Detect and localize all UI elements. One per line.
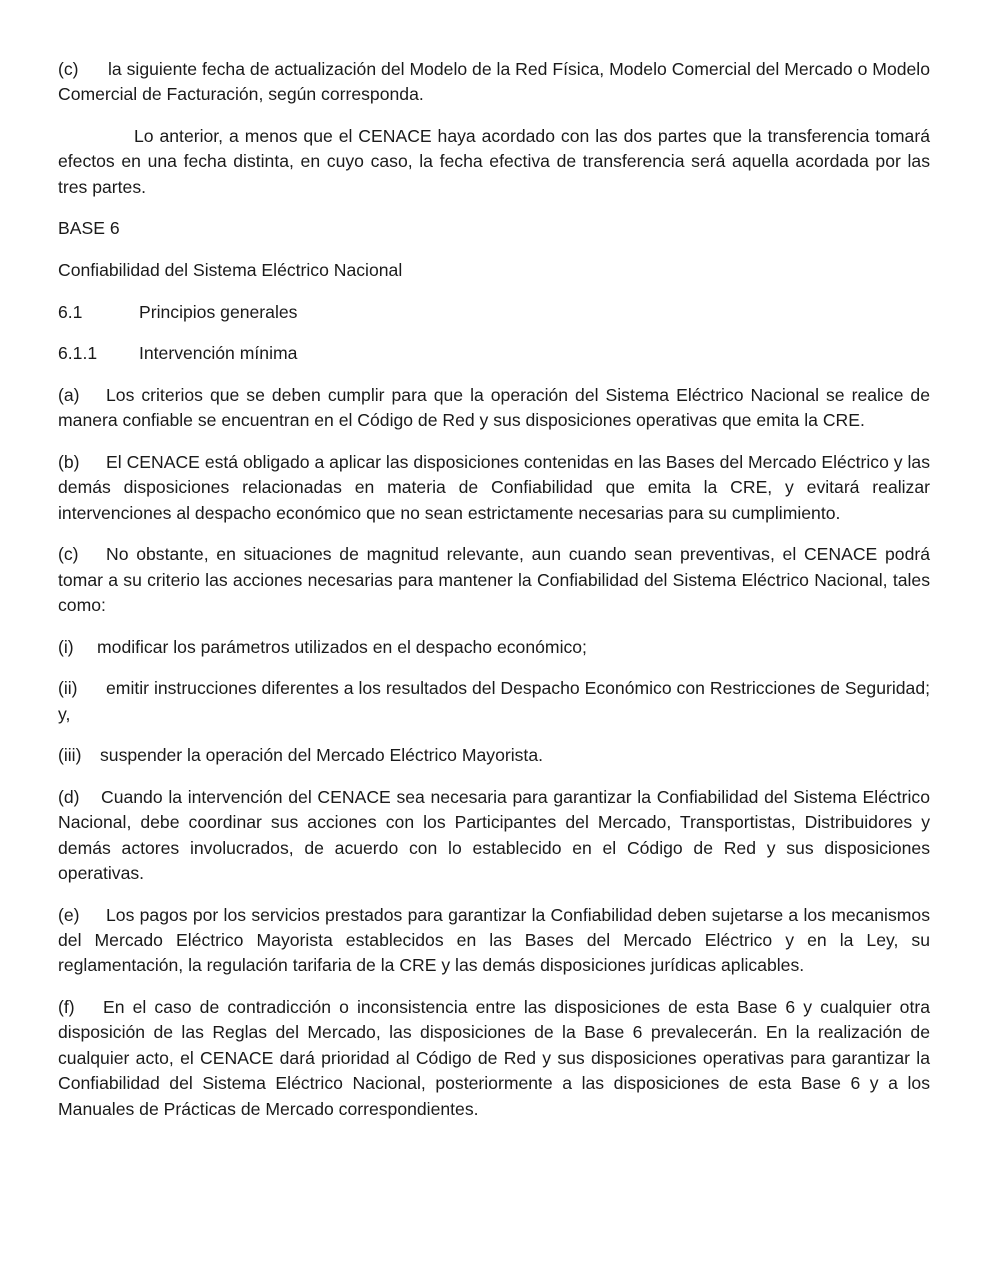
item-text: El CENACE está obligado a aplicar las disposiciones contenidas en las Bases del Mercado Eléctrico y las demás disposiciones relacionadas en materia de Confiabilidad que emita la CRE, y evitará realizar intervenciones al despacho económico que no sean estrictamente necesarias para su cumplimiento. <box>58 451 930 523</box>
item-label: (b) <box>58 451 80 472</box>
section-title: Principios generales <box>139 301 298 322</box>
section-title: Intervención mínima <box>139 343 298 364</box>
item-text: suspender la operación del Mercado Eléctrico Mayorista. <box>100 745 543 766</box>
item-text: Los pagos por los servicios prestados para garantizar la Confiabilidad deben sujetarse a los mecanismos del Mercado Eléctrico Mayorista establecidos en las Bases del Mercado Eléctrico y en la Ley, su reglamentación, la regulación tarifaria de la CRE y las demás disposiciones jurídicas aplicables. <box>58 904 930 976</box>
item-text: emitir instrucciones diferentes a los resultados del Despacho Económico con Restricciones de Seguridad; y, <box>58 678 930 724</box>
section-number: 6.1 <box>58 301 83 322</box>
item-label: (iii) <box>58 745 82 766</box>
paragraph-iii <box>58 743 930 768</box>
item-label: (a) <box>58 384 80 405</box>
item-label: (i) <box>58 636 74 657</box>
section-heading-6-1 <box>58 300 930 325</box>
item-text: la siguiente fecha de actualización del Modelo de la Red Física, Modelo Comercial del Mercado o Modelo Comercial de Facturación, según corresponda. <box>58 59 930 105</box>
base-title: BASE 6 <box>58 218 120 239</box>
base-subtitle: Confiabilidad del Sistema Eléctrico Nacional <box>58 260 403 280</box>
item-text: En el caso de contradicción o inconsistencia entre las disposiciones de esta Base 6 y cualquier otra disposición de las Reglas del Mercado, las disposiciones de la Base 6 prevalecerán. En la realización de cualquier acto, el CENACE dará prioridad al Código de Red y sus disposiciones operativas para garantizar la Confiabilidad del Sistema Eléctrico Nacional, posteriormente a las disposiciones de esta Base 6 y a los Manuales de Prácticas de Mercado correspondientes. <box>58 997 930 1119</box>
document-page <box>58 57 930 1138</box>
section-heading-6-1-1 <box>58 341 930 366</box>
paragraph-b <box>58 450 930 526</box>
paragraph-a <box>58 383 930 434</box>
paragraph-c-previous <box>58 57 930 108</box>
item-text: Los criterios que se deben cumplir para que la operación del Sistema Eléctrico Nacional se realice de manera confiable se encuentran en el Código de Red y sus disposiciones operativas que emita la CRE. <box>58 384 930 431</box>
item-text: modificar los parámetros utilizados en el despacho económico; <box>97 636 587 657</box>
paragraph-lo-anterior: Lo anterior, a menos que el CENACE haya acordado con las dos partes que la transferencia tomará efectos en una fecha distinta, en cuyo caso, la fecha efectiva de transferencia será aquella acordada por las tres partes. <box>58 126 930 197</box>
paragraph-c <box>58 542 930 618</box>
paragraph-ii <box>58 676 930 727</box>
item-label: (c) <box>58 544 79 565</box>
item-label: (e) <box>58 904 80 925</box>
item-label: (c) <box>58 59 79 79</box>
paragraph-e <box>58 903 930 979</box>
item-text: No obstante, en situaciones de magnitud relevante, aun cuando sean preventivas, el CENACE podrá tomar a su criterio las acciones necesarias para mantener la Confiabilidad del Sistema Eléctrico Nacional, tales como: <box>58 544 930 615</box>
item-label: (f) <box>58 997 75 1017</box>
paragraph-f <box>58 995 930 1122</box>
section-number: 6.1.1 <box>58 343 98 364</box>
item-label: (d) <box>58 786 80 807</box>
paragraph-i <box>58 635 930 660</box>
paragraph-d <box>58 785 930 887</box>
item-label: (ii) <box>58 678 78 699</box>
item-text: Cuando la intervención del CENACE sea necesaria para garantizar la Confiabilidad del Sistema Eléctrico Nacional, debe coordinar sus acciones con los Participantes del Mercado, Transportistas, Distribuidores y demás actores involucrados, de acuerdo con lo establecido en el Código de Red y sus disposiciones operativas. <box>58 786 930 883</box>
